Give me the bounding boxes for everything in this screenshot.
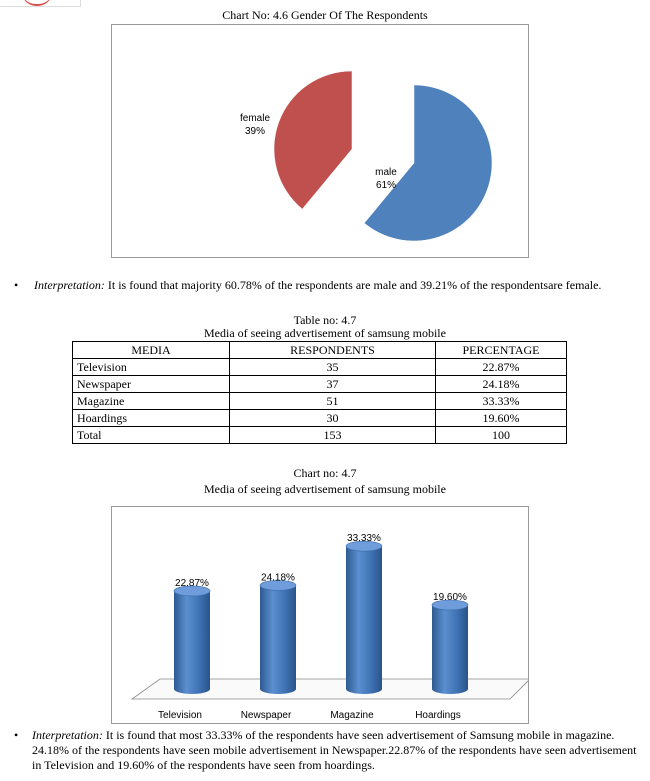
bar-value-label: 24.18%: [261, 572, 295, 584]
table-cell-media: Television: [73, 359, 230, 376]
table-header-percentage: PERCENTAGE: [436, 342, 567, 359]
pie-slice-male: [364, 85, 492, 241]
pie-label-female: female: [239, 113, 271, 124]
table-caption-number: Table no: 4.7: [293, 313, 357, 327]
table-cell-percentage: 24.18%: [436, 376, 567, 393]
category-label: Newspaper: [240, 710, 292, 721]
interpretation-lead: Interpretation:: [34, 278, 105, 292]
table-cell-media: Hoardings: [73, 410, 230, 427]
bar-newspaper: [260, 585, 296, 694]
table-header-respondents: RESPONDENTS: [230, 342, 436, 359]
table-cell-percentage: 22.87%: [436, 359, 567, 376]
bullet: •: [14, 728, 19, 742]
bar-television: [174, 591, 210, 694]
table-cell-respondents: 153: [230, 427, 436, 444]
bullet: •: [14, 278, 19, 292]
interpretation-1: [14, 278, 634, 294]
interpretation-text-line1: It is found that most 33.33% of the respondents have seen advertisement of Samsung mobile in magazine.: [105, 728, 615, 742]
table-cell-media: Total: [73, 427, 230, 444]
bar-value-label: 19.60%: [433, 592, 467, 603]
chart2-caption-number: Chart no: 4.7: [293, 466, 357, 480]
category-label: Magazine: [330, 710, 374, 721]
table-cell-media: Magazine: [73, 393, 230, 410]
bar-hoardings: [432, 605, 468, 694]
table-cell-respondents: 30: [230, 410, 436, 427]
bar-chart: [112, 507, 528, 723]
pie-chart-frame: [111, 24, 529, 258]
table-header-media: MEDIA: [73, 342, 230, 359]
table-cell-media: Newspaper: [73, 376, 230, 393]
pie-value-label-male: 61%: [375, 180, 397, 191]
table-cell-percentage: 19.60%: [436, 410, 567, 427]
table-cell-percentage: 100: [436, 427, 567, 444]
bar-magazine: [346, 546, 382, 694]
pie-label-male: male: [375, 167, 397, 178]
interpretation-text: It is found that majority 60.78% of the respondents are male and 39.21% of the respondentsare female.: [107, 278, 602, 292]
table-cell-percentage: 33.33%: [436, 393, 567, 410]
pie-slice-female: [274, 71, 352, 209]
table-total-row: [73, 427, 567, 444]
pie-chart: [112, 25, 528, 257]
table-header-row: [73, 342, 567, 359]
bar-value-label: 22.87%: [175, 577, 209, 589]
media-table: [72, 341, 567, 444]
category-label: Hoardings: [415, 710, 461, 721]
chart2-caption-title: Media of seeing advertisement of samsung mobile: [204, 482, 446, 496]
table-row: [73, 410, 567, 427]
table-cell-respondents: 35: [230, 359, 436, 376]
interpretation-text-line2: 24.18% of the respondents have seen mobile advertisement in Newspaper.22.87% of the respondents have seen advertisement: [32, 743, 637, 757]
table-row: [73, 376, 567, 393]
interpretation-text-line3: in Television and 19.60% of the respondents have seen from hoardings.: [32, 758, 375, 772]
bar-value-label: 33.33%: [347, 533, 381, 545]
table-cell-respondents: 37: [230, 376, 436, 393]
table-caption-title: Media of seeing advertisement of samsung mobile: [204, 326, 446, 340]
chart1-caption: Chart No: 4.6 Gender Of The Respondents: [222, 8, 428, 22]
pie-value-label-female: 39%: [244, 126, 266, 137]
interpretation-2: [14, 728, 637, 776]
interpretation-lead: Interpretation:: [32, 728, 103, 742]
bar-chart-frame: [111, 506, 529, 724]
table-cell-respondents: 51: [230, 393, 436, 410]
table-row: [73, 359, 567, 376]
category-label: Television: [158, 710, 202, 721]
table-row: [73, 393, 567, 410]
